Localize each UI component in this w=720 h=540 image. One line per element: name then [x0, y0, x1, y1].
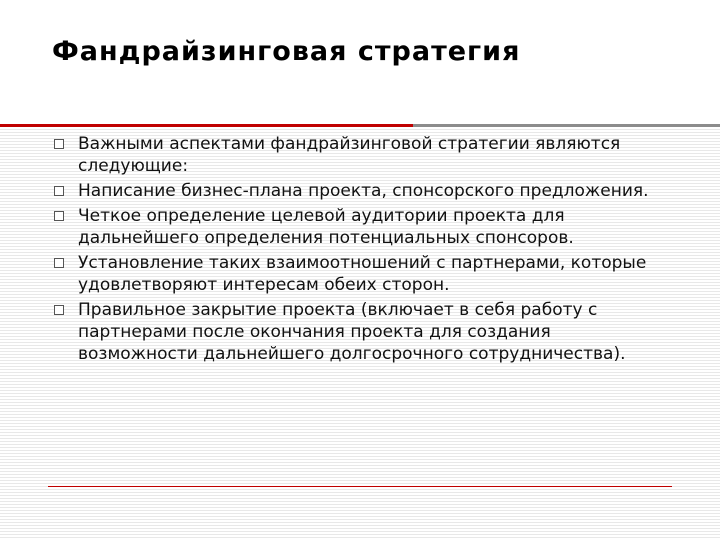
bullet-item	[50, 133, 670, 177]
bullet-item	[50, 205, 670, 249]
bullet-text: Правильное закрытие проекта (включает в себя работу с партнерами после окончания проекта для создания возможности дальнейшего долгосрочного сотрудничества).	[78, 300, 626, 364]
bullet-list	[50, 133, 670, 365]
bullet-text: Важными аспектами фандрайзинговой стратегии являются следующие:	[78, 134, 621, 176]
square-bullet-icon	[54, 186, 64, 196]
square-bullet-icon	[54, 305, 64, 315]
bullet-text: Написание бизнес-плана проекта, спонсорского предложения.	[78, 181, 649, 201]
bullet-item	[50, 180, 670, 202]
bullet-item	[50, 299, 670, 365]
title-rule-gray	[413, 124, 720, 127]
slide-title: Фандрайзинговая стратегия	[52, 36, 521, 67]
title-rule-red	[0, 124, 413, 127]
bullet-text: Четкое определение целевой аудитории проекта для дальнейшего определения потенциальных спонсоров.	[78, 206, 574, 248]
slide-content	[50, 133, 670, 368]
square-bullet-icon	[54, 139, 64, 149]
bullet-text: Установление таких взаимоотношений с партнерами, которые удовлетворяют интересам обеих сторон.	[78, 253, 647, 295]
square-bullet-icon	[54, 211, 64, 221]
footer-rule	[48, 486, 672, 487]
square-bullet-icon	[54, 258, 64, 268]
bullet-item	[50, 252, 670, 296]
